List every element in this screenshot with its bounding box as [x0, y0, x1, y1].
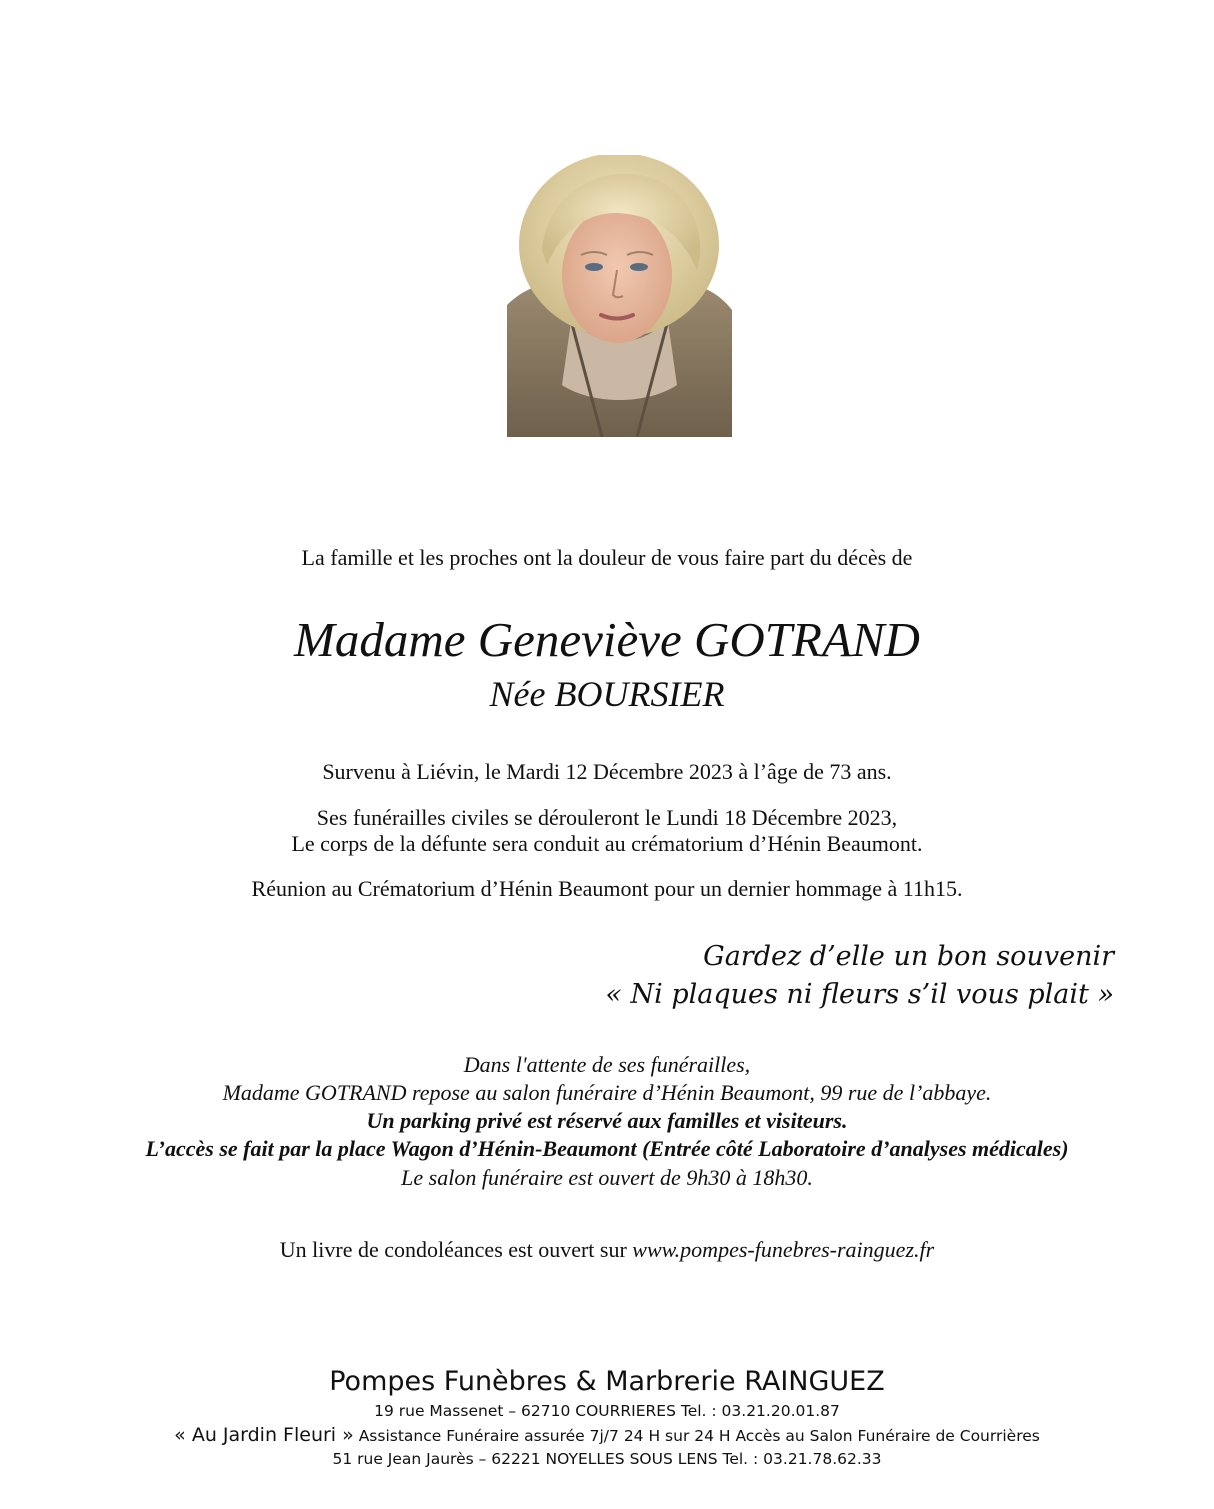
death-announcement: Survenu à Liévin, le Mardi 12 Décembre 2023 à l’âge de 73 ans.: [322, 759, 892, 784]
company-address-courrieres: 19 rue Massenet – 62710 COURRIERES Tel. : 03.21.20.01.87: [374, 1402, 840, 1420]
condolences-link[interactable]: www.pompes-funebres-rainguez.fr: [632, 1237, 935, 1262]
maiden-name: Née BOURSIER: [489, 674, 725, 714]
company-name: Pompes Funèbres & Marbrerie RAINGUEZ: [329, 1366, 885, 1397]
waiting-line1: Dans l'attente de ses funérailles,: [463, 1052, 751, 1077]
waiting-line2: Madame GOTRAND repose au salon funéraire d’Hénin Beaumont, 99 rue de l’abbaye.: [222, 1080, 992, 1105]
intro-text: La famille et les proches ont la douleur de vous faire part du décès de: [301, 545, 913, 570]
memory-line1: Gardez d’elle un bon souvenir: [703, 941, 1114, 972]
access-info: L’accès se fait par la place Wagon d’Hénin-Beaumont (Entrée côté Laboratoire d’analyses médicales): [145, 1136, 1069, 1161]
portrait-photo-icon: [507, 155, 732, 437]
deceased-name: Madame Geneviève GOTRAND: [294, 612, 920, 667]
meeting-info: Réunion au Crématorium d’Hénin Beaumont pour un dernier hommage à 11h15.: [251, 876, 963, 901]
opening-hours: Le salon funéraire est ouvert de 9h30 à 18h30.: [401, 1165, 813, 1190]
condolences-text: Un livre de condoléances est ouvert sur: [279, 1237, 627, 1262]
services-text: Assistance Funéraire assurée 7j/7 24 H sur 24 H Accès au Salon Funéraire de Courrières: [358, 1427, 1040, 1445]
company-services-line: [0, 1424, 1214, 1446]
jardin-fleuri-label: « Au Jardin Fleuri »: [174, 1424, 354, 1446]
funeral-info-line1: Ses funérailles civiles se dérouleront le Lundi 18 Décembre 2023,: [316, 805, 898, 830]
funeral-info-line2: Le corps de la défunte sera conduit au crématorium d’Hénin Beaumont.: [291, 831, 923, 856]
memory-line2: « Ni plaques ni fleurs s’il vous plait »: [605, 979, 1114, 1010]
parking-info: Un parking privé est réservé aux familles et visiteurs.: [366, 1108, 848, 1133]
company-address-noyelles: 51 rue Jean Jaurès – 62221 NOYELLES SOUS LENS Tel. : 03.21.78.62.33: [332, 1450, 882, 1468]
condolences-line: [0, 1237, 1214, 1263]
